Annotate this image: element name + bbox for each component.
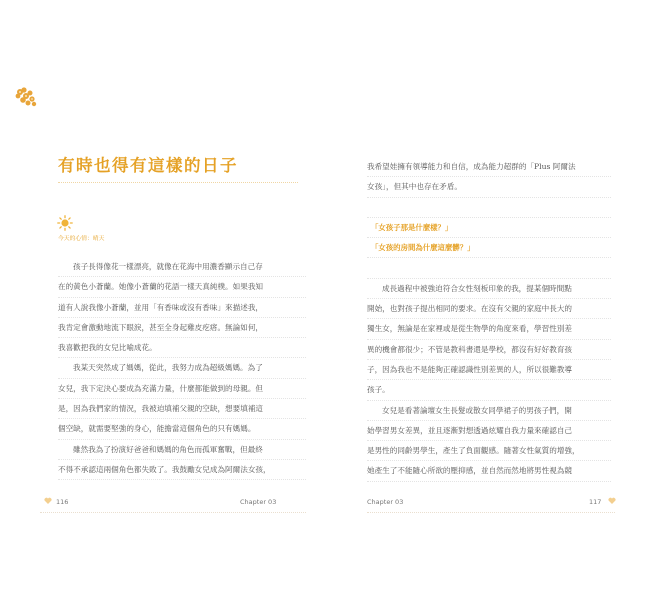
text-line: 是，因為我們家的情況，我被迫填補父親的空缺，想要填補這 <box>58 399 306 419</box>
blank-line <box>367 258 611 278</box>
right-page <box>327 0 655 609</box>
text-line: 子，因為我也不是能夠正確認識性別差異的人，所以很難教導 <box>367 360 611 380</box>
text-line: 孩子長得像花一樣漂亮，就像在花海中用濃香顯示自己存 <box>58 257 306 277</box>
running-head-left: Chapter 03 <box>240 498 277 506</box>
highlight-quote: 「女孩的房間為什麼這麼髒？」 <box>367 238 611 258</box>
text-line: 女孩」，但其中也存在矛盾。 <box>367 177 611 197</box>
right-body-text <box>367 157 611 482</box>
heart-icon <box>44 497 52 505</box>
text-line: 女兒是看著論壇女生長髮或散女同學裙子的男孩子們，開 <box>367 401 611 421</box>
flower-icon <box>14 86 38 108</box>
highlight-quote: 「女孩子那是什麼樣？」 <box>367 218 611 238</box>
text-line: 女兒，我下定決心要成為充滿力量，什麼都能做到的母親。但 <box>58 379 306 399</box>
text-line: 她產生了不能隨心所欲的壓抑感，並自然而然地將男性視為競 <box>367 461 611 481</box>
text-line: 不得不承認這兩個角色都失敗了。我鼓勵女兒成為阿爾法女孩， <box>58 460 306 480</box>
left-body-text <box>58 257 306 480</box>
text-line: 是男性的同齡男學生，產生了負面觀感。隨著女性氣質的增強， <box>367 441 611 461</box>
text-line: 在的黃色小蒼蘭。她像小蒼蘭的花語一樣天真純樸。如果我知 <box>58 277 306 297</box>
heart-icon <box>608 497 616 505</box>
page-number-right: 117 <box>589 498 602 506</box>
page-number-left: 116 <box>56 498 69 506</box>
text-line: 成長過程中被強迫符合女性刻板印象的我，提某個時間點 <box>367 279 611 299</box>
text-line: 開始，也對孩子提出相同的要求。在沒有父親的家庭中長大的 <box>367 299 611 319</box>
chapter-title: 有時也得有這樣的日子 <box>58 156 238 175</box>
title-divider <box>58 182 298 183</box>
left-page <box>0 0 327 609</box>
text-line: 異的機會都很少；不管是教科書還是學校，都沒有好好教育孩 <box>367 340 611 360</box>
footer-divider-right <box>367 512 615 513</box>
text-line: 我某天突然成了媽媽，從此，我努力成為超級媽媽。為了 <box>58 358 306 378</box>
blank-line <box>367 198 611 218</box>
text-line: 始學習男女差異，並且逐漸對想透過炫耀自我力量來確認自己 <box>367 421 611 441</box>
text-line: 我喜歡把我的女兒比喻成花。 <box>58 338 306 358</box>
text-line: 孩子。 <box>367 380 611 400</box>
text-line: 雖然我為了扮演好爸爸和媽媽的角色而孤軍奮戰，但最終 <box>58 440 306 460</box>
text-line: 個空缺，就需要堅強的身心，能擔當這個角色的只有媽媽。 <box>58 419 306 439</box>
sun-icon <box>57 215 73 231</box>
mood-label: 今天的心情：晴天 <box>58 236 105 242</box>
running-head-right: Chapter 03 <box>367 498 404 506</box>
text-line: 道有人說我像小蒼蘭，並用「有香味或沒有香味」來描述我， <box>58 298 306 318</box>
text-line: 我希望娃擁有領導能力和自信，成為能力超群的「Plus 阿爾法 <box>367 157 611 177</box>
text-line: 獨生女，無論是在家裡或是從生物學的角度來看，學習性別差 <box>367 319 611 339</box>
footer-divider-left <box>40 512 306 513</box>
text-line: 我肯定會激動地流下眼淚，甚至全身起雞皮疙瘩。無論如何， <box>58 318 306 338</box>
